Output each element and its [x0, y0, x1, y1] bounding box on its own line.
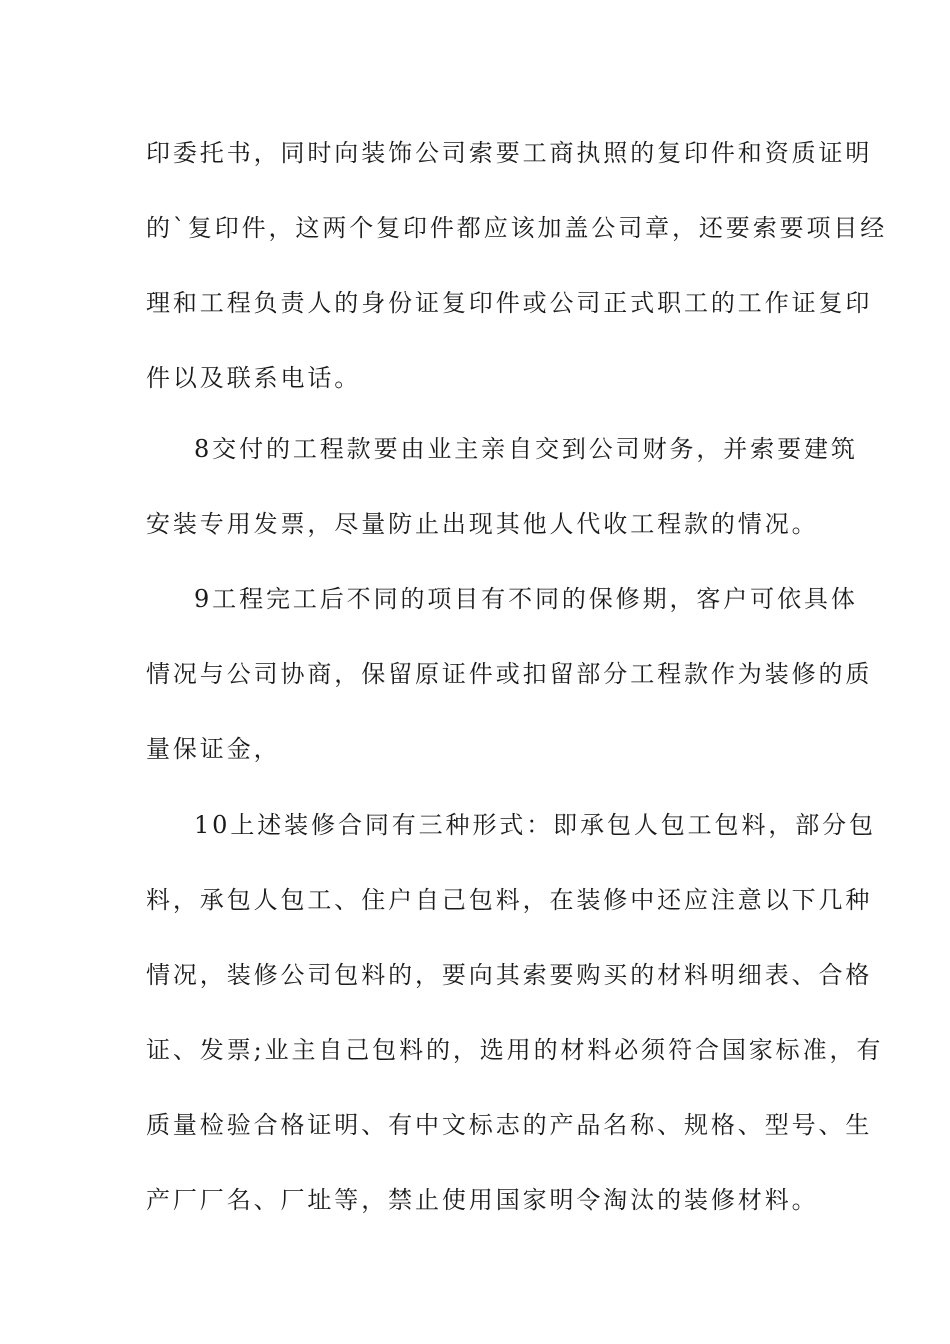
- paragraph-3: [146, 562, 873, 787]
- text-line: 情况与公司协商，保留原证件或扣留部分工程款作为装修的质: [146, 660, 873, 688]
- text-line: 10上述装修合同有三种形式：即承包人包工包料，部分包: [194, 811, 876, 839]
- text-line: 理和工程负责人的身份证复印件或公司正式职工的工作证复印: [146, 289, 873, 317]
- text-line: 量保证金，: [146, 735, 281, 763]
- paragraph-4: [146, 788, 884, 1238]
- paragraph-1: [146, 116, 888, 416]
- text-line: 证、发票;业主自己包料的，选用的材料必须符合国家标准，有: [146, 1036, 884, 1064]
- text-line: 印委托书，同时向装饰公司索要工商执照的复印件和资质证明: [146, 139, 873, 167]
- text-line: 安装专用发票，尽量防止出现其他人代收工程款的情况。: [146, 510, 819, 538]
- text-line: 9工程完工后不同的项目有不同的保修期，客户可依具体: [194, 585, 858, 613]
- text-line: 件以及联系电话。: [146, 364, 362, 392]
- text-line: 情况，装修公司包料的，要向其索要购买的材料明细表、合格: [146, 961, 873, 989]
- text-line: 产厂厂名、厂址等，禁止使用国家明令淘汰的装修材料。: [146, 1186, 819, 1214]
- paragraph-2: [146, 412, 858, 562]
- text-line: 质量检验合格证明、有中文标志的产品名称、规格、型号、生: [146, 1111, 873, 1139]
- text-line: 8交付的工程款要由业主亲自交到公司财务，并索要建筑: [194, 435, 858, 463]
- text-line: 料，承包人包工、住户自己包料，在装修中还应注意以下几种: [146, 886, 873, 914]
- text-line: 的`复印件，这两个复印件都应该加盖公司章，还要索要项目经: [146, 214, 888, 242]
